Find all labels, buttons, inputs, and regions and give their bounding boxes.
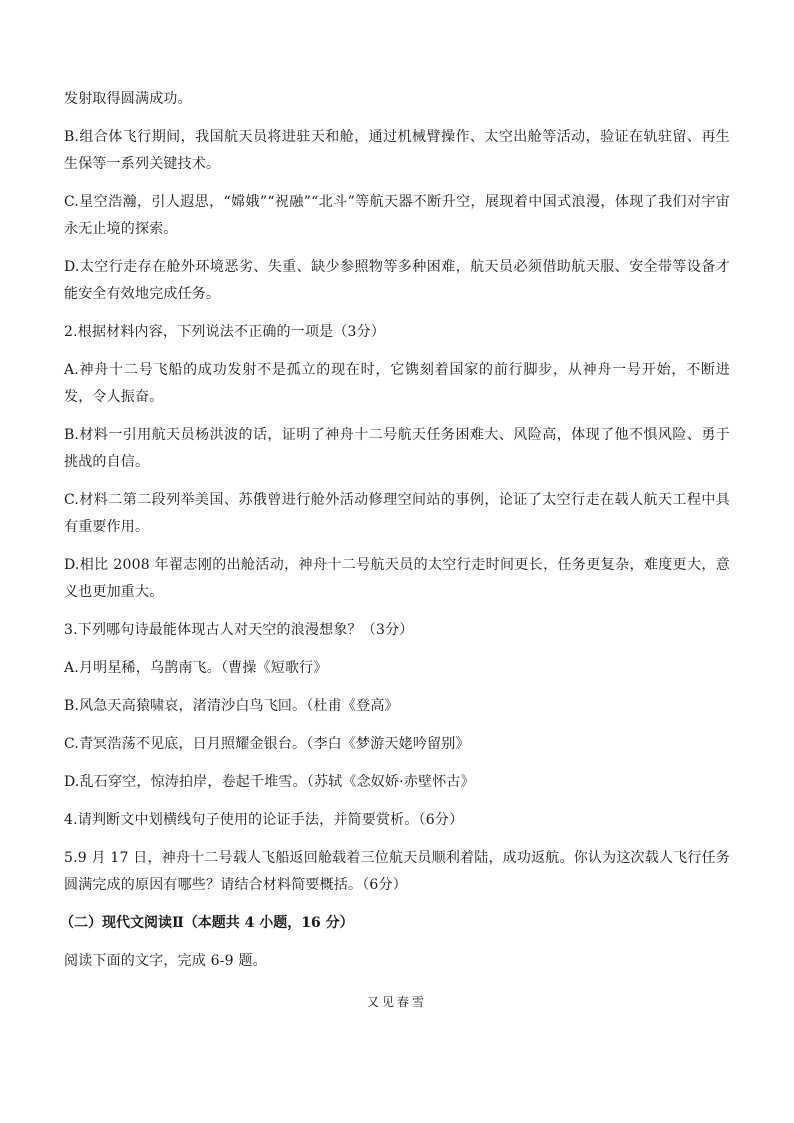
section-heading: （二）现代文阅读Ⅱ（本题共 4 小题，16 分） [60,915,354,931]
option-a-q3: A.月明星稀，乌鹊南飞。（曹操《短歌行》 [64,660,328,676]
text-paragraph: 发射取得圆满成功。 [64,91,192,107]
article-title: 又见春雪 [366,995,427,1009]
question-4: 4.请判断文中划横线句子使用的论证手法，并简要赏析。（6分） [64,812,464,828]
option-d-q3: D.乱石穿空，惊涛拍岸，卷起千堆雪。（苏轼《念奴娇·赤壁怀古》 [64,774,475,790]
option-c-q1: C.星空浩瀚，引人遐思，“嫦娥”“祝融”“北斗”等航天器不断升空，展现着中国式浪漫，体现了我们对宇宙永无止境的探索。 [64,194,730,237]
question-3: 3.下列哪句诗最能体现古人对天空的浪漫想象？（3分） [64,622,414,638]
option-b-q2: B.材料一引用航天员杨洪波的话，证明了神舟十二号航天任务困难大、风险高，体现了他不惧风险、勇于挑战的自信。 [64,427,730,470]
option-b-q3: B.风急天高猿啸哀，渚清沙白鸟飞回。（杜甫《登高》 [64,698,399,714]
option-d-q1: D.太空行走存在舱外环境恶劣、失重、缺少参照物等多种困难，航天员必须借助航天服、安全带等设备才能安全有效地完成任务。 [64,259,730,302]
question-5: 5.9 月 17 日，神舟十二号载人飞船返回舱载着三位航天员顺利着陆，成功返航。你认为这次载人飞行任务圆满完成的原因有哪些？请结合材料简要概括。（6分） [64,850,730,893]
option-a-q2: A.神舟十二号飞船的成功发射不是孤立的现在时，它镌刻着国家的前行脚步，从神舟一号开始，不断进发，令人振奋。 [64,362,730,405]
option-c-q2: C.材料二第二段列举美国、苏俄曾进行舱外活动修理空间站的事例，论证了太空行走在载人航天工程中具有重要作用。 [64,492,730,535]
option-d-q2: D.相比 2008 年翟志刚的出舱活动，神舟十二号航天员的太空行走时间更长，任务更复杂，难度更大，意义也更加重大。 [64,557,730,600]
option-b-q1: B.组合体飞行期间，我国航天员将进驻天和舱，通过机械臂操作、太空出舱等活动，验证在轨驻留、再生生保等一系列关键技术。 [64,129,730,172]
question-2: 2.根据材料内容，下列说法不正确的一项是（3分） [64,324,386,340]
option-c-q3: C.青冥浩荡不见底，日月照耀金银台。（李白《梦游天姥吟留别》 [64,736,470,752]
reading-instruction: 阅读下面的文字，完成 6-9 题。 [64,953,267,969]
